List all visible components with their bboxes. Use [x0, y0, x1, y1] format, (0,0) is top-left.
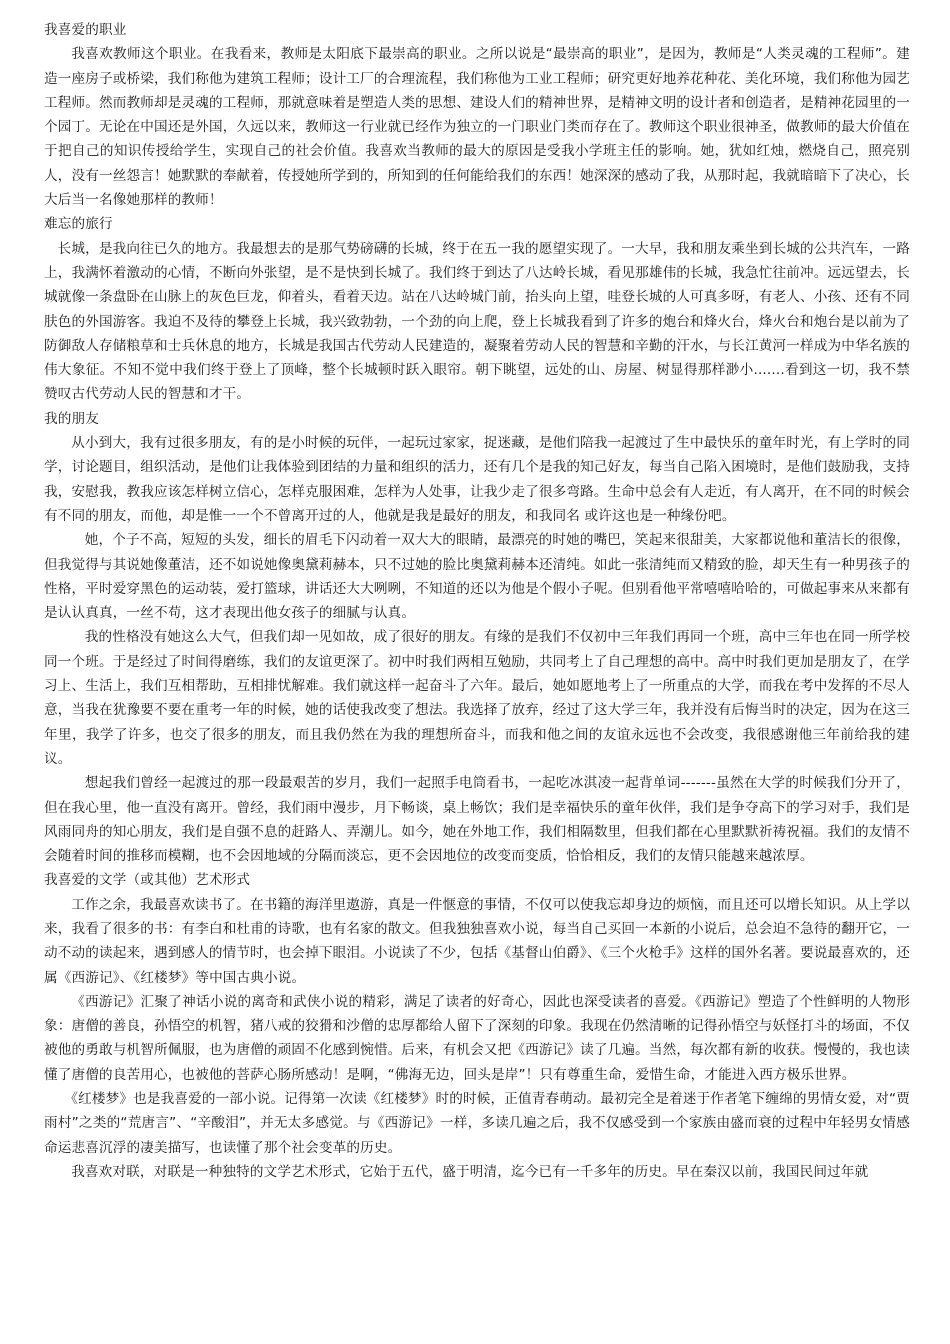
paragraph: 工作之余，我最喜欢读书了。在书籍的海洋里遨游，真是一件惬意的事情，不仅可以使我忘却身边的烦恼，而且还可以增长知识。从上学以来，我看了很多的书：有李白和杜甫的诗歌，也有名家的散文。但我独独喜欢小说，每当自己买回一本新的小说后，总会迫不急待的翻开它，一动不动的读起来，遇到感人的情节时，也会掉下眼泪。小说读了不少，包括《基督山伯爵》、《三个火枪手》这样的国外名著。要说最喜欢的，还属《西游记》、《红楼梦》等中国古典小说。: [44, 896, 910, 986]
paragraph: 《西游记》汇聚了神话小说的离奇和武侠小说的精彩，满足了读者的好奇心，因此也深受读者的喜爱。《西游记》塑造了个性鲜明的人物形象：唐僧的善良，孙悟空的机智，猪八戒的狡猾和沙僧的忠厚都给人留下了深刻的印象。我现在仍然清晰的记得孙悟空与妖怪打斗的场面，不仅被他的勇敢与机智所佩服，也为唐僧的顽固不化感到惋惜。后来，有机会又把《西游记》读了几遍。当然，每次都有新的收获。慢慢的，我也读懂了唐僧的良苦用心，也被他的菩萨心肠所感动！是啊，“佛海无边，回头是岸”！只有尊重生命，爱惜生命，才能进入西方极乐世界。: [44, 993, 910, 1083]
section-my-friend: [44, 407, 910, 869]
paragraph: 我的性格没有她这么大气，但我们却一见如故，成了很好的朋友。有缘的是我们不仅初中三年我们再同一个班，高中三年也在同一所学校同一个班。于是经过了时间得磨练，我们的友谊更深了。初中时我们两相互勉励，共同考上了自己理想的高中。高中时我们更加是朋友了，在学习上、生活上，我们互相帮助，互相排忧解难。我们就这样一起奋斗了六年。最后，她如愿地考上了一所重点的大学，而我在考中发挥的不尽人意，当我在犹豫要不要在重考一年的时候，她的话使我改变了想法。我选择了放弃，经过了这大学三年，我并没有后悔当时的决定，因为在这三年里，我学了许多，也交了很多的朋友，而且我仍然在为我的理想所奋斗，而我和他之间的友谊永远也不会改变，我很感谢他三年前给我的建议。: [44, 629, 910, 767]
document-page: [44, 18, 910, 1184]
paragraph: 《红楼梦》也是我喜爱的一部小说。记得第一次读《红楼梦》时的时候，正值青春萌动。最初完全是着迷于作者笔下缠绵的男情女爱，对“贾雨村”之类的“荒唐言”、“辛酸泪”，并无太多感觉。与《西游记》一样，多读几遍之后，我不仅感受到一个家族由盛而衰的过程中年轻男女情感命运悲喜沉浮的凄美描写，也读懂了那个社会变革的历史。: [44, 1091, 910, 1156]
paragraph: 她，个子不高，短短的头发，细长的眉毛下闪动着一双大大的眼睛，最漂亮的时她的嘴巴，笑起来很甜美，大家都说他和董洁长的很像，但我觉得与其说她像董洁，还不如说她像奥黛莉赫本，只不过她的脸比奥黛莉赫本还清纯。如此一张清纯而又精致的脸，却天生有一种男孩子的性格，平时爱穿黑色的运动装，爱打篮球，讲话还大大咧咧，不知道的还以为他是个假小子呢。但别看他平常嘻嘻哈哈的，可做起事来从来都有是认认真真，一丝不苟，这才表现出他女孩子的细腻与认真。: [44, 532, 910, 622]
section-title: 我的朋友: [44, 410, 99, 427]
section-memorable-trip: [44, 212, 910, 406]
section-favorite-art-form: [44, 868, 910, 1184]
section-title: 我喜爱的职业: [44, 22, 127, 38]
section-title: 我喜爱的文学（或其他）艺术形式: [44, 872, 251, 889]
paragraph: 我喜欢对联，对联是一种独特的文学艺术形式，它始于五代，盛于明清，迄今已有一千多年的历史。早在秦汉以前，我国民间过年就: [71, 1163, 869, 1180]
paragraph: 想起我们曾经一起渡过的那一段最艰苦的岁月，我们一起照手电筒看书，一起吃冰淇凌一起背单词-------虽然在大学的时候我们分开了，但在我心里，他一直没有离开。曾经，我们雨中漫步，月下畅谈，桌上畅饮；我们是幸福快乐的童年伙伴，我们是争夺高下的学习对手，我们是风雨同舟的知心朋友，我们是自强不息的赶路人、弄潮儿。如今，她在外地工作，我们相隔数里，但我们都在心里默默祈祷祝福。我们的友情不会随着时间的推移而模糊，也不会因地域的分隔而淡忘，更不会因地位的改变而变质，恰恰相反，我们的友情只能越来越浓厚。: [44, 775, 910, 865]
paragraph: 从小到大，我有过很多朋友，有的是小时候的玩伴，一起玩过家家，捉迷藏，是他们陪我一起渡过了生中最快乐的童年时光，有上学时的同学，讨论题目，组织活动，是他们让我体验到团结的力量和组织的活力，还有几个是我的知己好友，每当自己陷入困境时，是他们鼓励我，支持我，安慰我，教我应该怎样树立信心，怎样克服困难，怎样为人处事，让我少走了很多弯路。生命中总会有人走近，有人离开，在不同的时候会有不同的朋友，而他，却是惟一一个不曾离开过的人，他就是我是最好的朋友，和我同名 或许这也是一种缘份吧。: [44, 435, 910, 524]
section-title: 难忘的旅行: [44, 216, 113, 233]
paragraph: 我喜欢教师这个职业。在我看来，教师是太阳底下最崇高的职业。之所以说是“最崇高的职业”，是因为，教师是“人类灵魂的工程师”。建造一座房子或桥梁，我们称他为建筑工程师；设计工厂的合理流程，我们称他为工业工程师；研究更好地养花种花、美化环境，我们称他为园艺工程师。然而教师却是灵魂的工程师，那就意味着是塑造人类的思想、建设人们的精神世界，是精神文明的设计者和创造者，是精神花园里的一个园丁。无论在中国还是外国，久远以来，教师这一行业就已经作为独立的一门职业门类而存在了。教师这个职业很神圣，做教师的最大价值在于把自己的知识传授给学生，实现自己的社会价值。我喜欢当教师的最大的原因是受我小学班主任的影响。她，犹如红烛，燃烧自己，照亮别人，没有一丝怨言！她默默的奉献着，传授她所学到的，所知到的任何能给我们的东西！她深深的感动了我，从那时起，我就暗暗下了决心，长大后当一名像她那样的教师！: [44, 46, 910, 209]
section-favorite-career: [44, 18, 910, 212]
paragraph: 长城，是我向往已久的地方。我最想去的是那气势磅礴的长城，终于在五一我的愿望实现了。一大早，我和朋友乘坐到长城的公共汽车，一路上，我满怀着激动的心情，不断向外张望，是不是快到长城了。我们终于到达了八达岭长城，看见那雄伟的长城，我急忙往前冲。远远望去，长城就像一条盘卧在山脉上的灰色巨龙，仰着头，看着天边。站在八达岭城门前，抬头向上望，哇登长城的人可真多呀，有老人、小孩、还有不同肤色的外国游客。我迫不及待的攀登上长城，我兴致勃勃，一个劲的向上爬，登上长城我看到了许多的炮台和烽火台，烽火台和炮台是以前为了防御敌人存储粮草和士兵休息的地方，长城是我国古代劳动人民建造的，凝聚着劳动人民的智慧和辛勤的汗水，与长江黄河一样成为中华名族的伟大象征。不知不觉中我们终于登上了顶峰，整个长城顿时跃入眼帘。朝下眺望，远处的山、房屋、树显得那样渺小.......看到这一切，我不禁赞叹古代劳动人民的智慧和才干。: [44, 240, 910, 403]
